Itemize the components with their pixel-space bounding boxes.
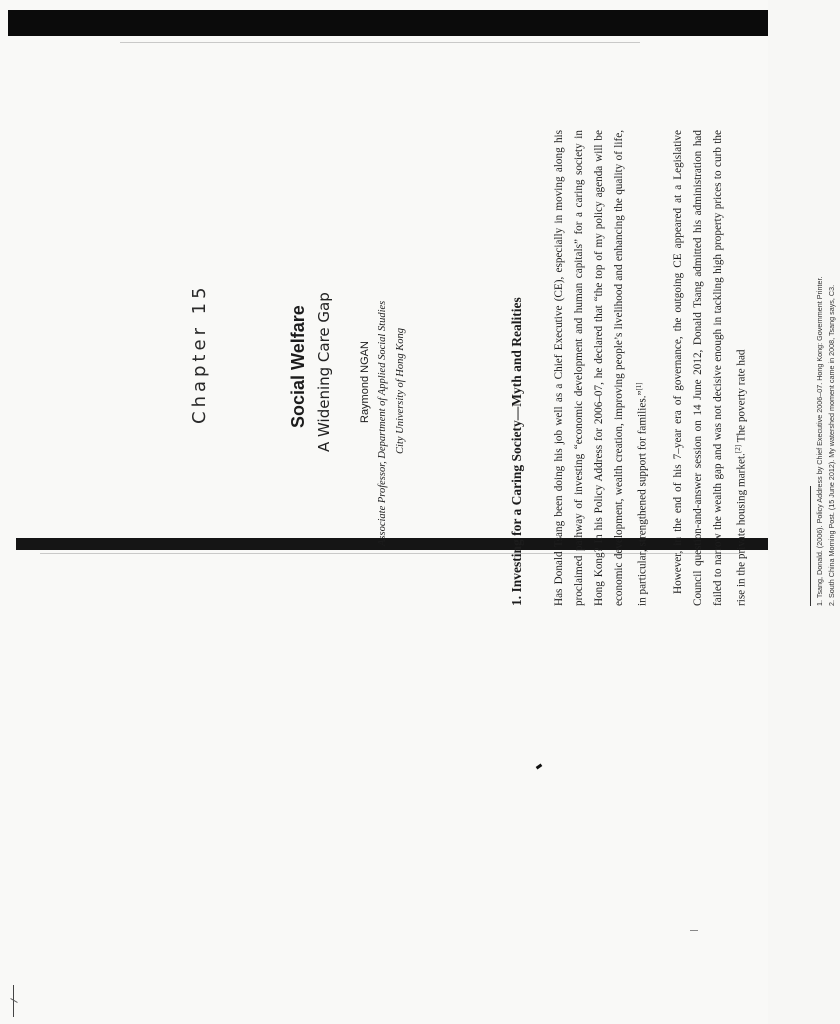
scan-edge-shadow-top <box>8 10 768 36</box>
rotated-content <box>160 130 840 606</box>
footnote: 2. South China Morning Post. (15 June 2012). My watershed moment came in 2008, Tsang says, C3. <box>827 284 836 606</box>
author-role: Associate Professor, Department of Applied Social Studies <box>377 300 388 546</box>
scan-noise <box>120 42 640 43</box>
footnote-divider <box>810 486 811 606</box>
body-paragraph <box>549 130 653 606</box>
body-paragraph <box>668 130 752 606</box>
section-heading: 1. Investing for a Caring Society—Myth and Realities <box>509 297 524 606</box>
footnote: 1. Tsang, Donald. (2006). Policy Address by Chief Executive 2006–07. Hong Kong: Government Printer. <box>815 276 824 606</box>
paragraph-text: However, in the end of his 7–year era of governance, the outgoing CE appeared at a Legislative Council question-and-answer session on 14 June 2012, Donald Tsang admitted his administration had failed to narrow the wealth gap and was not decisive enough in tackling high property prices to curb the rise in the private housing market. <box>672 130 748 606</box>
paragraph-text: Has Donald Tsang been doing his job well as a Chief Executive (CE), especially in moving along his proclaimed pathway of investing “economic development and human capitals” for a caring society in Hong Kong? In his Policy Address for 2006–07, he declared that “the top of my policy agenda will be economic development, wealth creation, improving people’s livelihood and enhancing the quality of life, in particular, strengthened support for families.” <box>553 130 649 606</box>
footnote-ref: [2] <box>734 444 742 454</box>
chapter-subtitle: A Widening Care Gap <box>315 292 333 452</box>
author-name: Raymond NGAN <box>359 341 371 423</box>
pen-mark <box>10 998 17 1003</box>
footnote-ref: [1] <box>635 382 643 391</box>
chapter-title: Social Welfare <box>288 305 308 428</box>
chapter-label: Chapter 15 <box>189 283 210 424</box>
scan-noise <box>690 930 698 931</box>
author-organization: City University of Hong Kong <box>395 328 406 454</box>
pen-mark <box>536 764 543 770</box>
paragraph-text-tail: The poverty rate had <box>735 349 748 445</box>
